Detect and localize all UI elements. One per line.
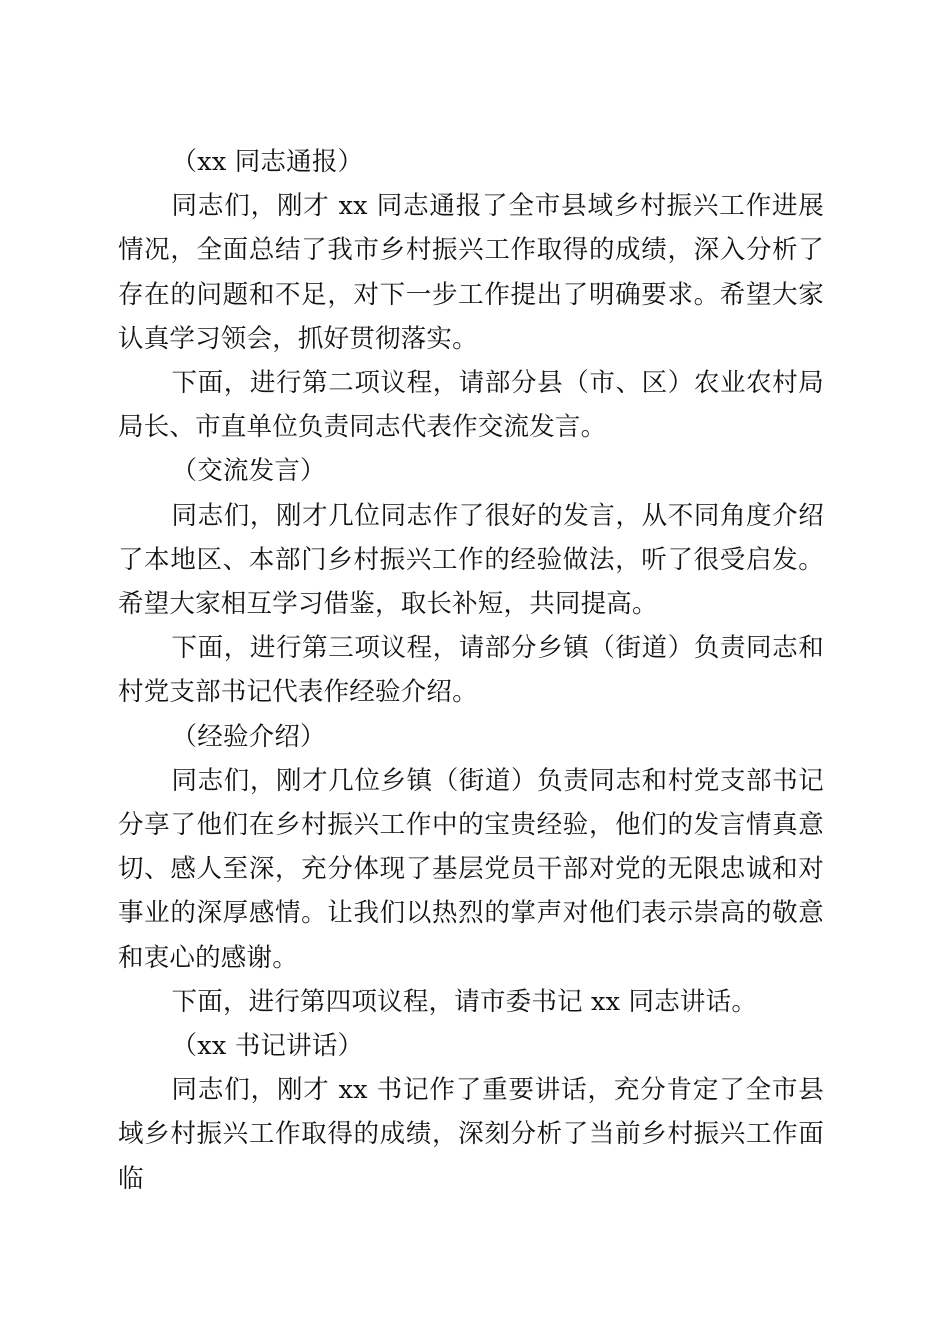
paragraph-agenda-item-three: 下面，进行第三项议程，请部分乡镇（街道）负责同志和村党支部书记代表作经验介绍。	[118, 633, 824, 708]
paragraph-speech-summary: 同志们，刚才 xx 书记作了重要讲话，充分肯定了全市县域乡村振兴工作取得的成绩，深刻分析了当前乡村振兴工作面临	[118, 1075, 824, 1194]
document-body	[118, 140, 824, 1201]
paragraph-report-summary: 同志们，刚才 xx 同志通报了全市县域乡村振兴工作进展情况，全面总结了我市乡村振兴工作取得的成绩，深入分析了存在的问题和不足，对下一步工作提出了明确要求。希望大家认真学习领会，抓好贯彻落实。	[118, 191, 824, 354]
paragraph-speech-note: （xx 书记讲话）	[171, 1031, 364, 1062]
paragraph-exchange-summary: 同志们，刚才几位同志作了很好的发言，从不同角度介绍了本地区、本部门乡村振兴工作的经验做法，听了很受启发。希望大家相互学习借鉴，取长补短，共同提高。	[118, 500, 824, 620]
paragraph-exchange-note: （交流发言）	[171, 456, 326, 487]
paragraph-agenda-item-four: 下面，进行第四项议程，请市委书记 xx 同志讲话。	[171, 986, 758, 1017]
paragraph-agenda-item-two: 下面，进行第二项议程，请部分县（市、区）农业农村局局长、市直单位负责同志代表作交流发言。	[118, 368, 824, 443]
paragraph-experience-summary: 同志们，刚才几位乡镇（街道）负责同志和村党支部书记分享了他们在乡村振兴工作中的宝贵经验，他们的发言情真意切、感人至深，充分体现了基层党员干部对党的无限忠诚和对事业的深厚感情。让我们以热烈的掌声对他们表示崇高的敬意和衷心的感谢。	[118, 765, 824, 973]
paragraph-experience-note: （经验介绍）	[171, 721, 326, 752]
paragraph-report-note: （xx 同志通报）	[171, 147, 364, 177]
